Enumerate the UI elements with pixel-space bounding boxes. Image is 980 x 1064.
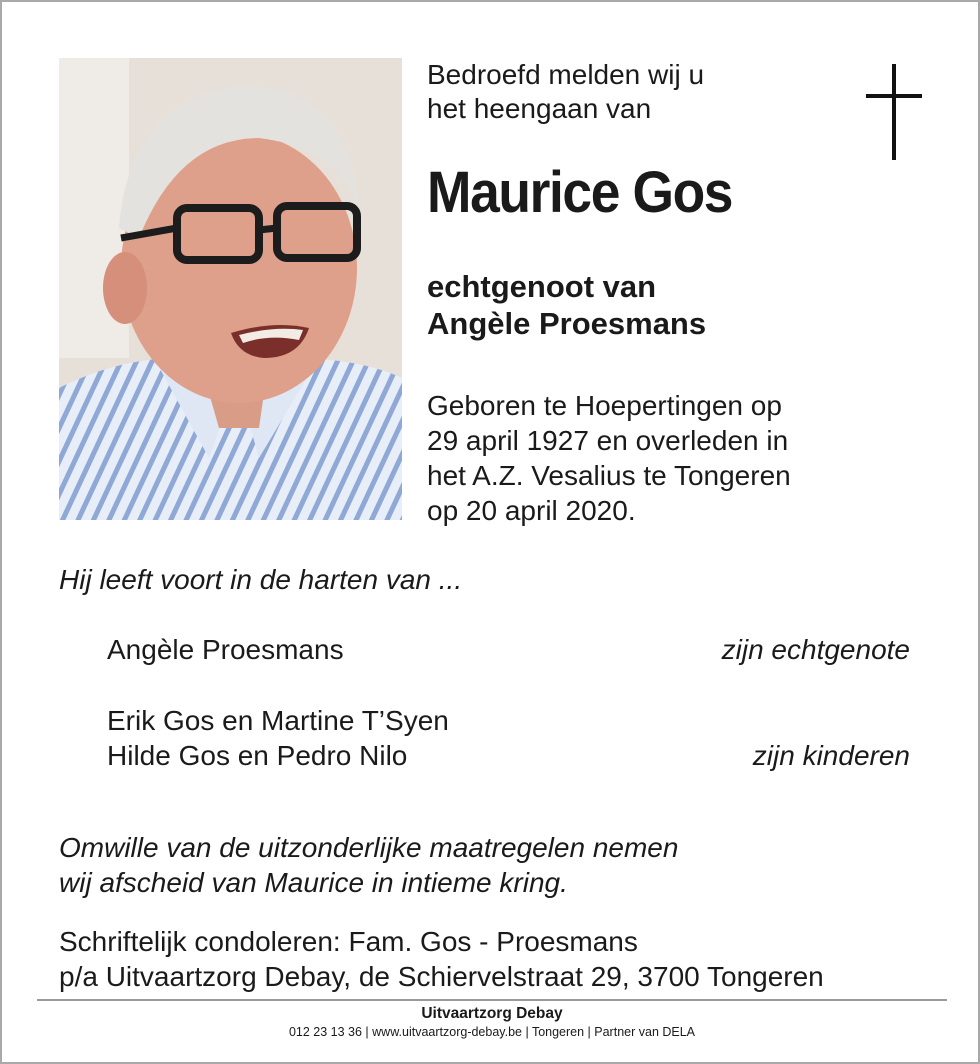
footer-divider <box>37 999 947 1001</box>
condolence-address: Schriftelijk condoleren: Fam. Gos - Proesmans p/a Uitvaartzorg Debay, de Schiervelstraat 29, 3700 Tongeren <box>59 926 824 992</box>
child-name: Erik Gos en Martine T’Syen <box>107 705 449 736</box>
portrait-photo <box>59 58 402 520</box>
spouse-text: echtgenoot van Angèle Proesmans <box>427 269 707 341</box>
child-name: Hilde Gos en Pedro Nilo <box>107 740 408 771</box>
spouse-relation: zijn echtgenote <box>721 634 910 665</box>
funeral-home-contact: 012 23 13 36 | www.uitvaartzorg-debay.be | Tongeren | Partner van DELA <box>288 1025 696 1039</box>
birth-death-text: Geboren te Hoepertingen op 29 april 1927 en overleden in het A.Z. Vesalius te Tongeren op 20 april 2020. <box>427 390 791 526</box>
children-relation: zijn kinderen <box>752 740 910 771</box>
cross-icon <box>866 64 922 160</box>
intro-text: Bedroefd melden wij u het heengaan van <box>427 59 705 124</box>
spouse-name: Angèle Proesmans <box>107 634 344 665</box>
deceased-name: Maurice Gos <box>427 160 733 225</box>
ceremony-notice: Omwille van de uitzonderlijke maatregelen nemen wij afscheid van Maurice in intieme kring. <box>59 832 679 898</box>
lives-on-heading: Hij leeft voort in de harten van ... <box>59 564 463 595</box>
portrait-illustration <box>59 58 402 520</box>
funeral-home-name: Uitvaartzorg Debay <box>421 1005 563 1022</box>
